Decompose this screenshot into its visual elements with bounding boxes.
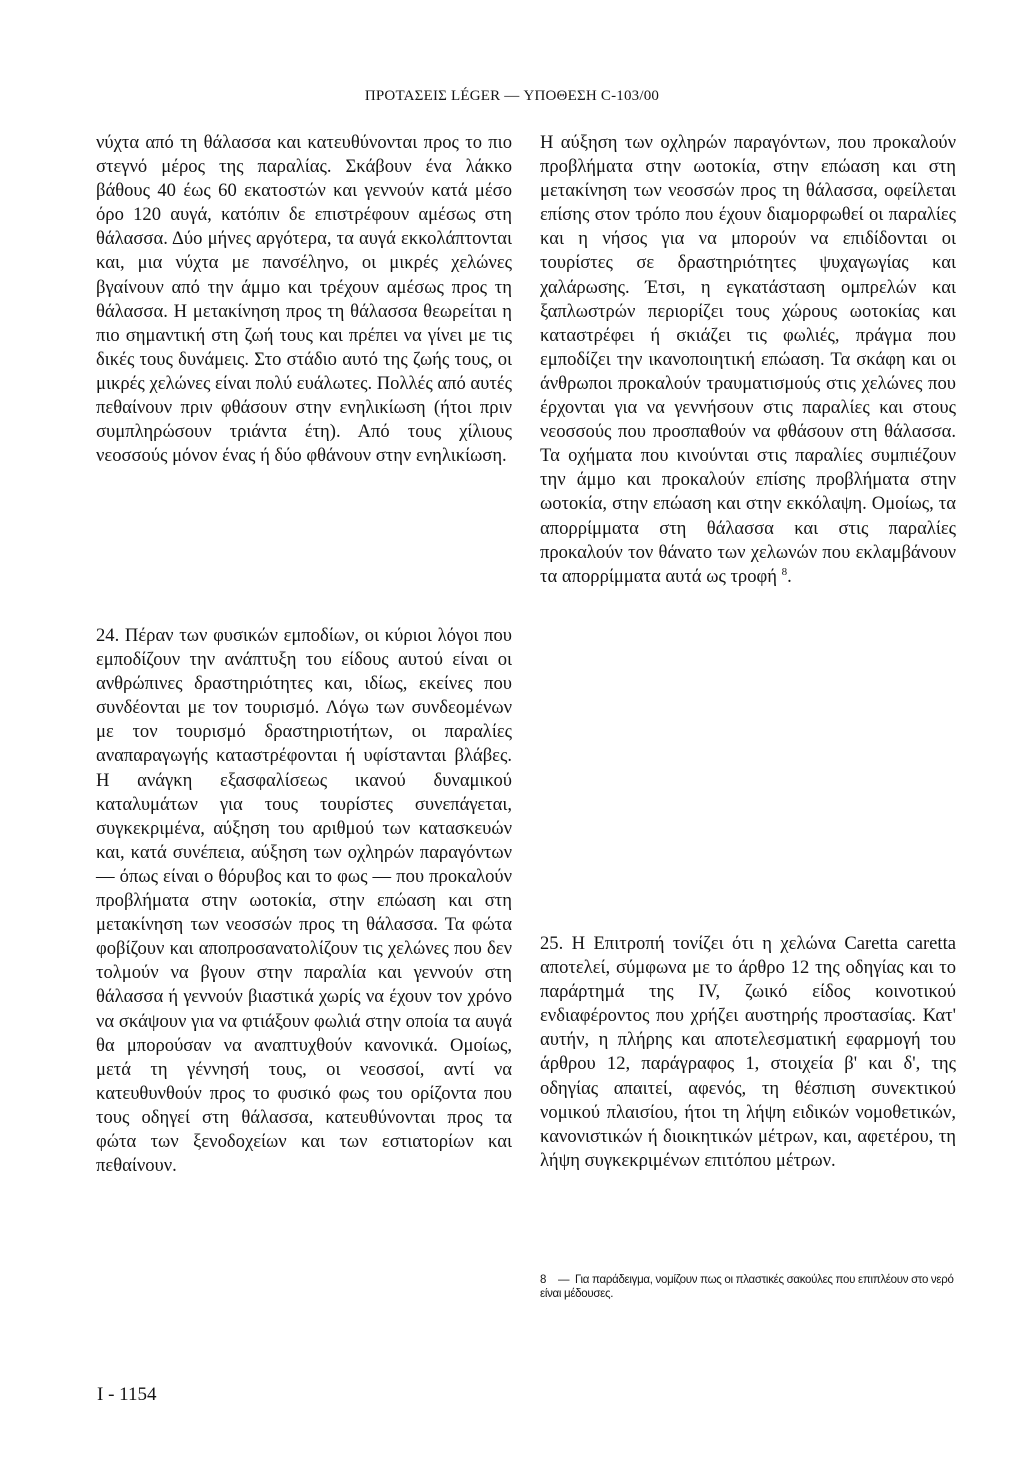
paragraph-24-text: 24. Πέραν των φυσικών εμποδίων, οι κύριοι λόγοι που εμποδίζουν την ανάπτυξη του είδους αυτού είναι οι ανθρώπινες δραστηριότητες και, ιδίως, εκείνες που συνδέονται με τον τουρισμό. Λόγω των συνδεομένων με τον τουρισμό δραστηριοτήτων, οι παραλίες αναπαραγωγής καταστρέφονται ή υφίστανται βλάβες. Η ανάγκη εξασφαλίσεως ικανού δυναμικού καταλυμάτων για τους τουρίστες συνεπάγεται, συγκεκριμένα, αύξηση του αριθμού των κατασκευών και, κατά συνέπεια, αύξηση των οχληρών παραγόντων — όπως είναι ο θόρυβος και το φως — που προκαλούν προβλήματα στην ωοτοκία, στην επώαση και στη μετακίνηση των νεοσσών προς τη θάλασσα. Τα φώτα φοβίζουν και αποπροσανατολίζουν τις χελώνες που δεν τολμούν να βγουν στην παραλία και γεννούν στη θάλασσα ή γεννούν βιαστικά χωρίς να έχουν τον χρόνο να σκάψουν για να φτιάξουν φωλιά στην οποία τα αυγά θα μπορούσαν να αναπτυχθούν κανονικά. Ομοίως, μετά τη γέννησή τους, οι νεοσσοί, αντί να κατευθυνθούν προς το φυσικό φως του ορίζοντα που τους οδηγεί στη θάλασσα, κατευθύνονται προς τα φώτα των ξενοδοχείων και των εστιατορίων και πεθαίνουν. [96, 625, 512, 1177]
right-continuation-text: Η αύξηση των οχληρών παραγόντων, που προκαλούν προβλήματα στην ωοτοκία, στην επώαση και στη μετακίνηση των νεοσσών προς τη θάλασσα, οφείλεται επίσης στον τρόπο που έχουν διαμορφωθεί οι παραλίες και η νήσος για να μπορούν να επιδίδονται οι τουρίστες σε δραστηριότητες ψυχαγωγίας και χαλάρωσης. Έτσι, η εγκατάσταση ομπρελών και ξαπλωστρών περιορίζει τους χώρους ωοτοκίας και καταστρέφει ή σκιάζει τις φωλιές, πράγμα που εμποδίζει την ικανοποιητική επώαση. Τα σκάφη και οι άνθρωποι προκαλούν τραυματισμούς στις χελώνες που έρχονται για να γεννήσουν στις παραλίες και στους νεοσσούς που προσπαθούν να φθάσουν στη θάλασσα. Τα οχήματα που κινούνται στις παραλίες συμπιέζουν την άμμο και προκαλούν επίσης προβλήματα στην ωοτοκία, στην επώαση και στην εκκόλαψη. Ομοίως, τα απορρίμματα στη θάλασσα και στις παραλίες προκαλούν τον θάνατο των χελωνών που εκλαμβάνουν τα απορρίμματα αυτά ως τροφή $^8$. [540, 132, 956, 587]
paragraph-25 [540, 932, 956, 1173]
paragraph-25-text: 25. Η Επιτροπή τονίζει ότι η χελώνα Caretta caretta αποτελεί, σύμφωνα με το άρθρο 12 της οδηγίας και το παράρτημά της IV, ζωικό είδος κοινοτικού ενδιαφέροντος που χρήζει αυστηρής προστασίας. Κατ' αυτήν, η πλήρης και αποτελεσματική εφαρμογή του άρθρου 12, παράγραφος 1, στοιχεία β' και δ', της οδηγίας απαιτεί, αφενός, τη θέσπιση συνεκτικού νομικού πλαισίου, ήτοι τη λήψη ειδικών νομοθετικών, κανονιστικών ή διοικητικών μέτρων, και, αφετέρου, τη λήψη συγκεκριμένων επιτόπου μέτρων. [540, 933, 956, 1171]
footnote-text: Για παράδειγμα, νομίζουν πως οι πλαστικές σακούλες που επιπλέουν στο νερό είναι μέδουσες. [540, 1274, 954, 1300]
paragraph-24 [96, 624, 512, 1178]
left-continuation-text: νύχτα από τη θάλασσα και κατευθύνονται προς το πιο στεγνό μέρος της παραλίας. Σκάβουν ένα λάκκο βάθους 40 έως 60 εκατοστών και γεννούν κατά μέσο όρο 120 αυγά, κατόπιν δε επιστρέφουν αμέσως στη θάλασσα. Δύο μήνες αργότερα, τα αυγά εκκολάπτονται και, μια νύχτα με πανσέληνο, οι μικρές χελώνες βγαίνουν από την άμμο και τρέχουν αμέσως προς τη θάλασσα. Η μετακίνηση προς τη θάλασσα θεωρείται η πιο σημαντική στη ζωή τους και πρέπει να γίνει με τις δικές τους δυνάμεις. Στο στάδιο αυτό της ζωής τους, οι μικρές χελώνες είναι πολύ ευάλωτες. Πολλές από αυτές πεθαίνουν πριν φθάσουν στην ενηλικίωση (ήτοι πριν συμπληρώσουν τριάντα έτη). Από τους χίλιους νεοσσούς μόνον ένας ή δύο φθάνουν στην ενηλικίωση. [96, 132, 512, 467]
right-continuation-body: Η αύξηση των οχληρών παραγόντων, που προκαλούν προβλήματα στην ωοτοκία, στην επώαση και στη μετακίνηση των νεοσσών προς τη θάλασσα, οφείλεται επίσης στον τρόπο που έχουν διαμορφωθεί οι παραλίες και η νήσος για να μπορούν να επιδίδονται οι τουρίστες σε δραστηριότητες ψυχαγωγίας και χαλάρωσης. Έτσι, η εγκατάσταση ομπρελών και ξαπλωστρών περιορίζει τους χώρους ωοτοκίας και καταστρέφει ή σκιάζει τις φωλιές, πράγμα που εμποδίζει την ικανοποιητική επώαση. Τα σκάφη και οι άνθρωποι προκαλούν τραυματισμούς στις χελώνες που έρχονται για να γεννήσουν στις παραλίες και στους νεοσσούς που προσπαθούν να φθάσουν στη θάλασσα. Τα οχήματα που κινούνται στις παραλίες συμπιέζουν την άμμο και προκαλούν επίσης προβλήματα στην ωοτοκία, στην επώαση και στην εκκόλαψη. Ομοίως, τα απορρίμματα στη θάλασσα και στις παραλίες προκαλούν τον θάνατο των χελωνών που εκλαμβάνουν τα απορρίμματα αυτά ως τροφή [540, 132, 956, 587]
footnote [540, 1273, 960, 1301]
footnote-reference[interactable]: 8 [781, 565, 788, 578]
page-number: I - 1154 [97, 1384, 157, 1405]
left-column [96, 131, 512, 468]
right-column [540, 131, 956, 589]
footnote-number: 8 [540, 1274, 547, 1286]
running-header: ΠΡΟΤΑΣΕΙΣ LÉGER — ΥΠΟΘΕΣΗ C-103/00 [364, 88, 660, 104]
footnote-dash: — [558, 1274, 570, 1286]
